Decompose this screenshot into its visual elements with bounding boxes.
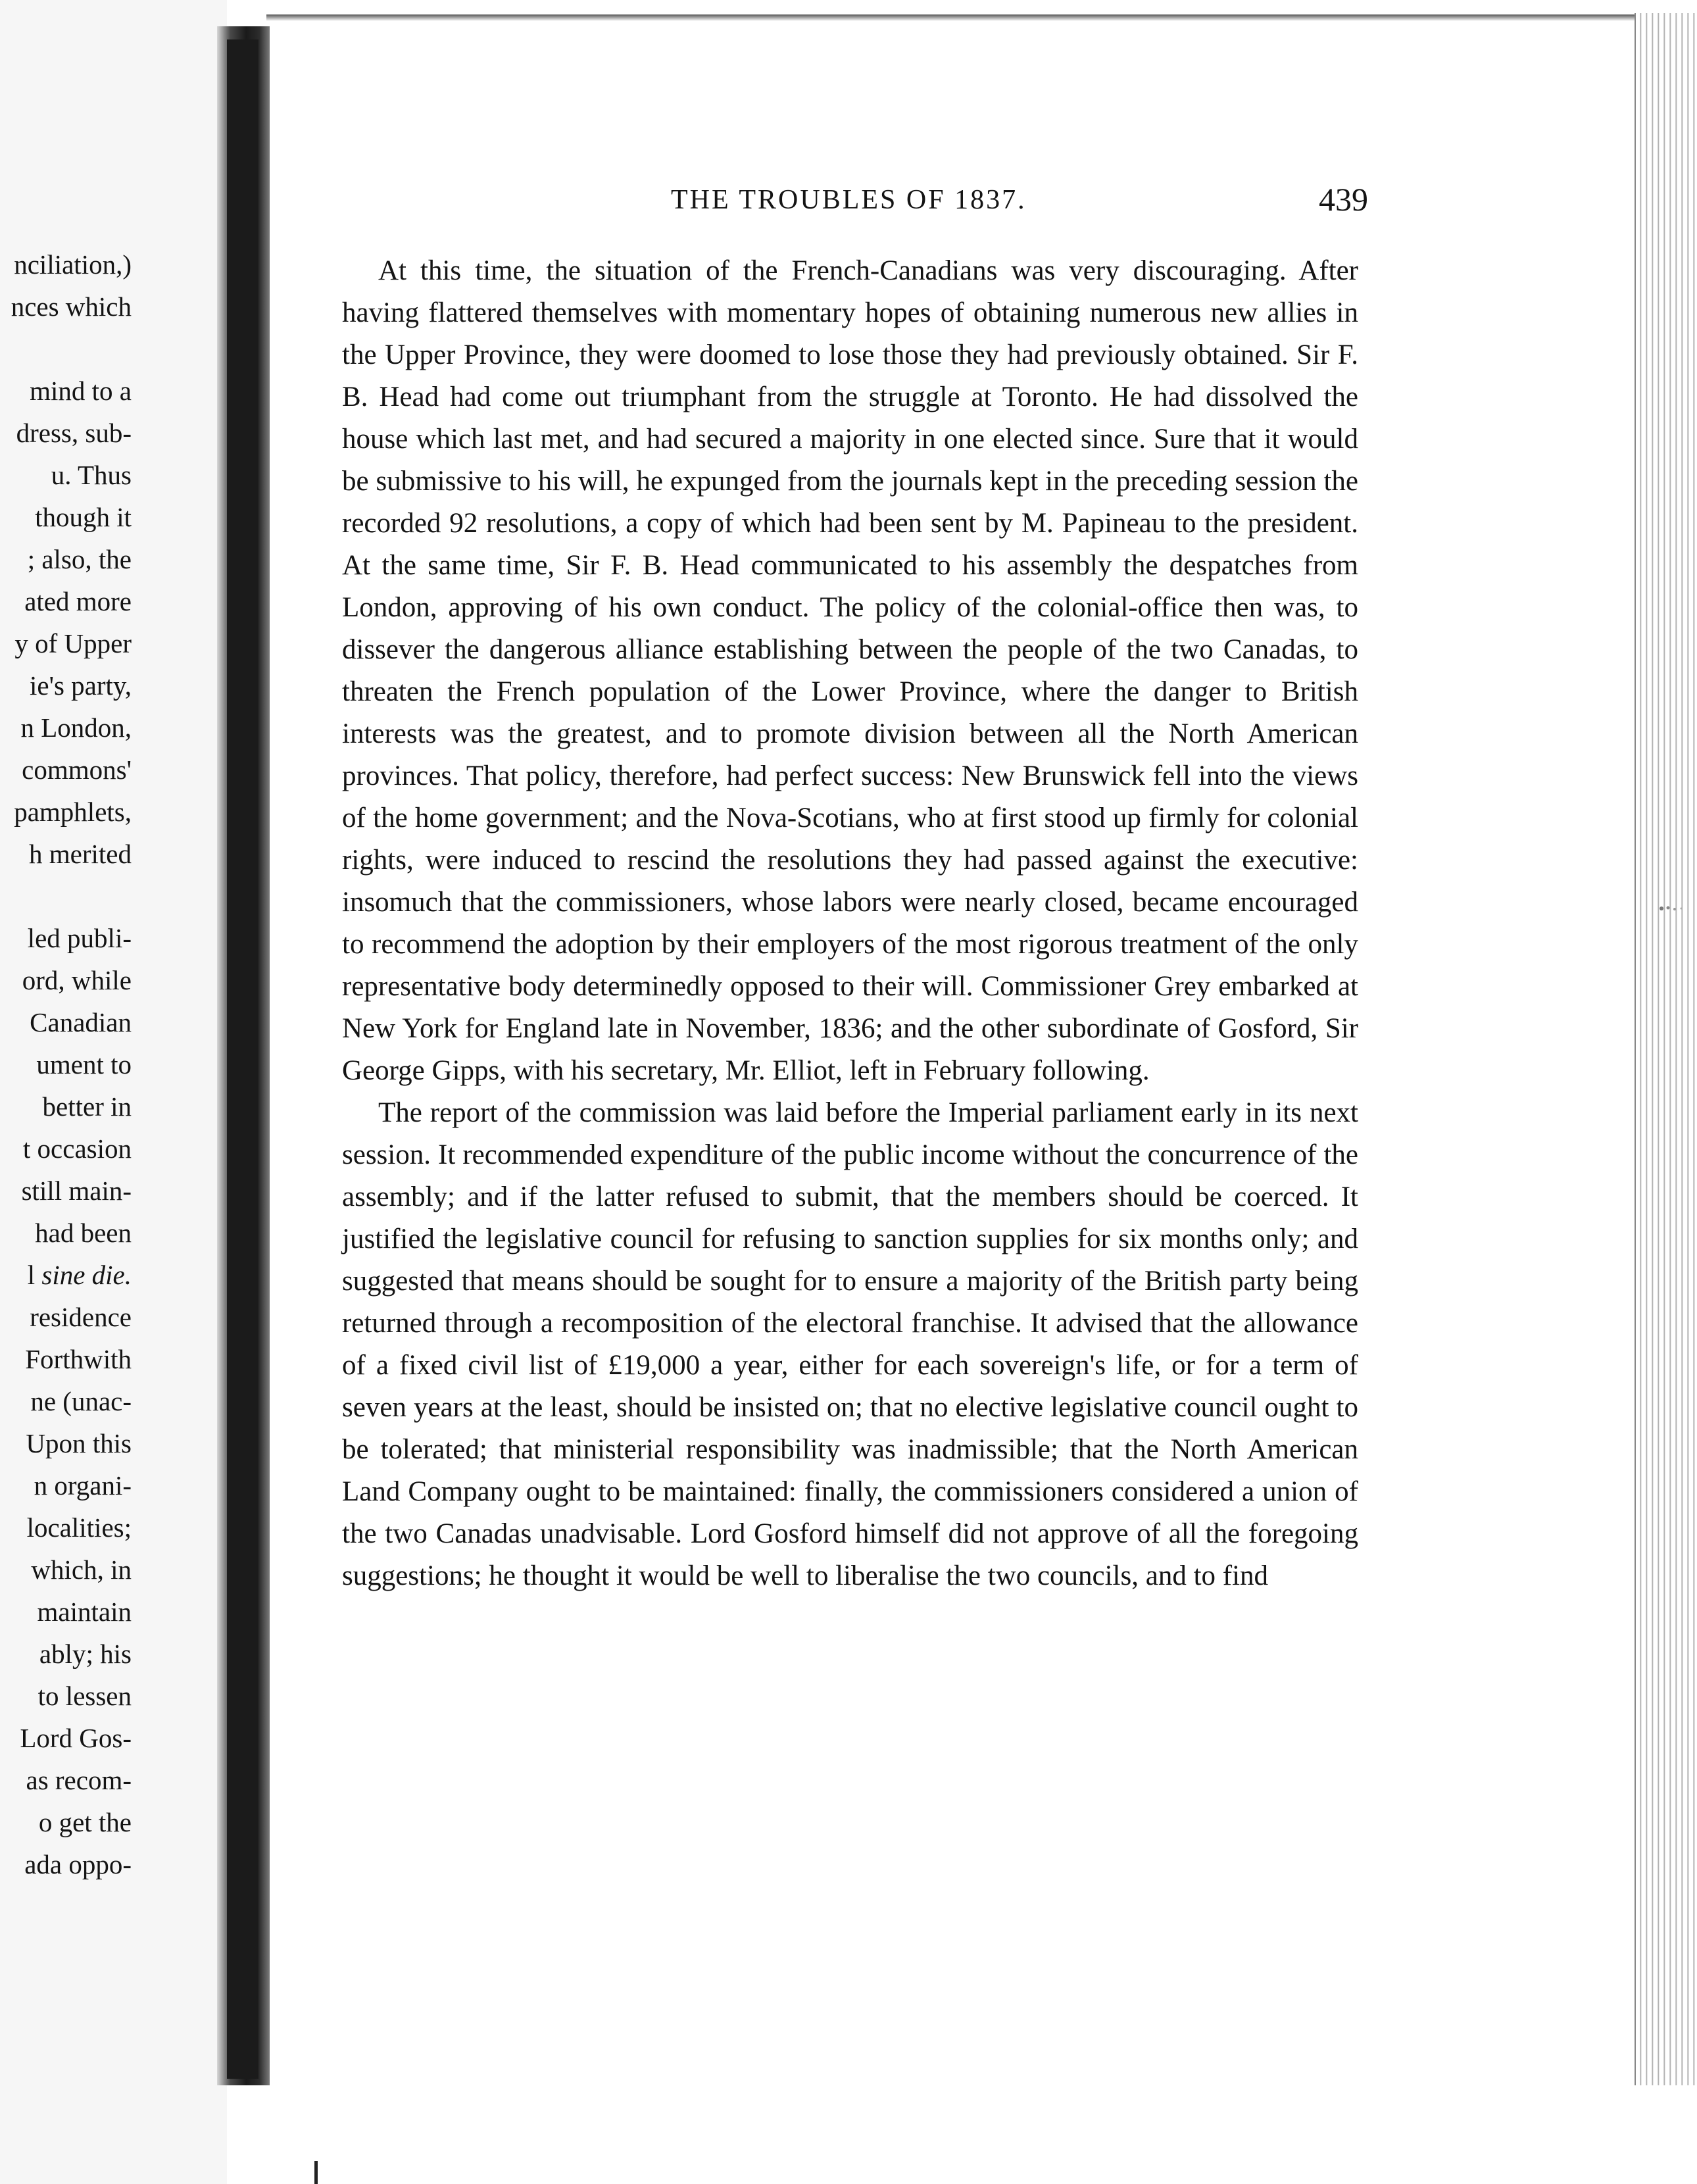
paragraph: At this time, the situation of the French-Canadians was very discouraging. After having flattered themselves with momentary hopes of obtaining numerous new allies in the Upper Province, they were doomed to lose those they had previously obtained. Sir F. B. Head had come out triumphant from the struggle at Toronto. He had dissolved the house which last met, and had secured a majority in one elected since. Sure that it would be submissive to his will, he expunged from the journals kept in the preceding session the recorded 92 resolutions, a copy of which had been sent by M. Papineau to the president. At the same time, Sir F. B. Head communicated to his assembly the despatches from London, approving of his own conduct. The policy of the colonial-office then was, to dissever the dangerous alliance establishing between the people of the two Canadas, to threaten the French population of the Lower Province, where the danger to British interests was the greatest, and to promote division between all the North American provinces. That policy, therefore, had perfect success: New Brunswick fell into the views of the home government; and the Nova-Scotians, who at first stood up firmly for colonial rights, were induced to rescind the resolutions they had passed against the executive: insomuch that the commissioners, whose labors were nearly closed, became encouraged to recommend the adoption by their employers of the most rigorous treatment of the only representative body determinedly opposed to their will. Commissioner Grey embarked at New York for England late in November, 1836; and the other subordinate of Gosford, Sir George Gipps, with his secretary, Mr. Elliot, left in February following. — [342, 255, 1358, 1086]
scan-speck — [1658, 905, 1690, 912]
facing-page-line: maintain — [37, 1597, 132, 1627]
facing-page-line: y of Upper — [14, 628, 132, 658]
facing-page-line: ada oppo- — [24, 1849, 132, 1879]
facing-page-line: to lessen — [37, 1681, 132, 1711]
facing-page-line: as recom- — [26, 1765, 132, 1795]
facing-page-line: n organi- — [34, 1470, 132, 1501]
facing-page-line: had been — [35, 1218, 132, 1248]
facing-page-text — [0, 243, 132, 1885]
facing-page-line: better in — [42, 1091, 132, 1122]
facing-page-line: still main- — [21, 1176, 132, 1206]
facing-page-line: Upon this — [26, 1428, 132, 1458]
facing-page-line: localities; — [26, 1512, 132, 1543]
facing-page-line: mind to a — [30, 376, 132, 406]
facing-page-line — [0, 875, 132, 917]
facing-page-line: Forthwith — [25, 1344, 132, 1374]
facing-page-line: ument to — [36, 1049, 132, 1080]
facing-page-line: ne (unac- — [30, 1386, 132, 1416]
running-head: THE TROUBLES OF 1837. — [671, 185, 1027, 215]
body-text — [342, 250, 1358, 1597]
page-header — [671, 181, 1368, 230]
facing-page-line: l sine die. — [27, 1260, 132, 1290]
facing-page-line: nciliation,) — [14, 249, 132, 280]
paragraph: The report of the commission was laid before the Imperial parliament early in its next session. It recommended expenditure of the public income without the concurrence of the assembly; and if the latter refused to submit, that the members should be coerced. It justified the legislative council for refusing to sanction supplies for six months only; and suggested that means should be sought for to ensure a majority of the British party being returned through a recomposition of the electoral franchise. It advised that the allowance of a fixed civil list of £19,000 a year, either for each sovereign's life, or for a term of seven years at the least, should be insisted on; that no elective legislative council ought to be tolerated; that ministerial responsibility was inadmissible; that the North American Land Company ought to be maintained: finally, the commissioners considered a union of the two Canadas unadvisable. Lord Gosford himself did not approve of all the foregoing suggestions; he thought it would be well to liberalise the two councils, and to find — [342, 1097, 1358, 1591]
page-number: 439 — [1319, 181, 1368, 218]
facing-page-line: ie's party, — [29, 670, 132, 701]
facing-page-line: dress, sub- — [16, 418, 132, 448]
facing-page-line: led publi- — [27, 923, 132, 953]
facing-page-line: ord, while — [22, 965, 132, 995]
facing-page-line: Canadian — [30, 1007, 132, 1037]
facing-page-line: h merited — [29, 839, 132, 869]
facing-page-line: u. Thus — [51, 460, 132, 490]
facing-page-line: ; also, the — [27, 544, 132, 574]
facing-page-line: residence — [30, 1302, 132, 1332]
facing-page-line: o get the — [38, 1807, 132, 1837]
facing-page-line: commons' — [22, 755, 132, 785]
facing-page-line: ably; his — [39, 1639, 132, 1669]
page-top-shadow — [266, 14, 1635, 21]
facing-page-line: ated more — [24, 586, 132, 616]
facing-page-line: pamphlets, — [14, 797, 132, 827]
page-edges — [1635, 13, 1697, 2085]
facing-page-line: Lord Gos- — [20, 1723, 132, 1753]
facing-page-line: n London, — [20, 712, 132, 743]
facing-page-line: nces which — [11, 291, 132, 322]
facing-page — [0, 0, 227, 2184]
facing-page-line: which, in — [31, 1554, 132, 1585]
binding-shadow — [227, 39, 258, 2079]
facing-page-line — [0, 328, 132, 370]
facing-page-line: t occasion — [22, 1133, 132, 1164]
scan-mark — [314, 2161, 318, 2184]
facing-page-line: though it — [35, 502, 132, 532]
